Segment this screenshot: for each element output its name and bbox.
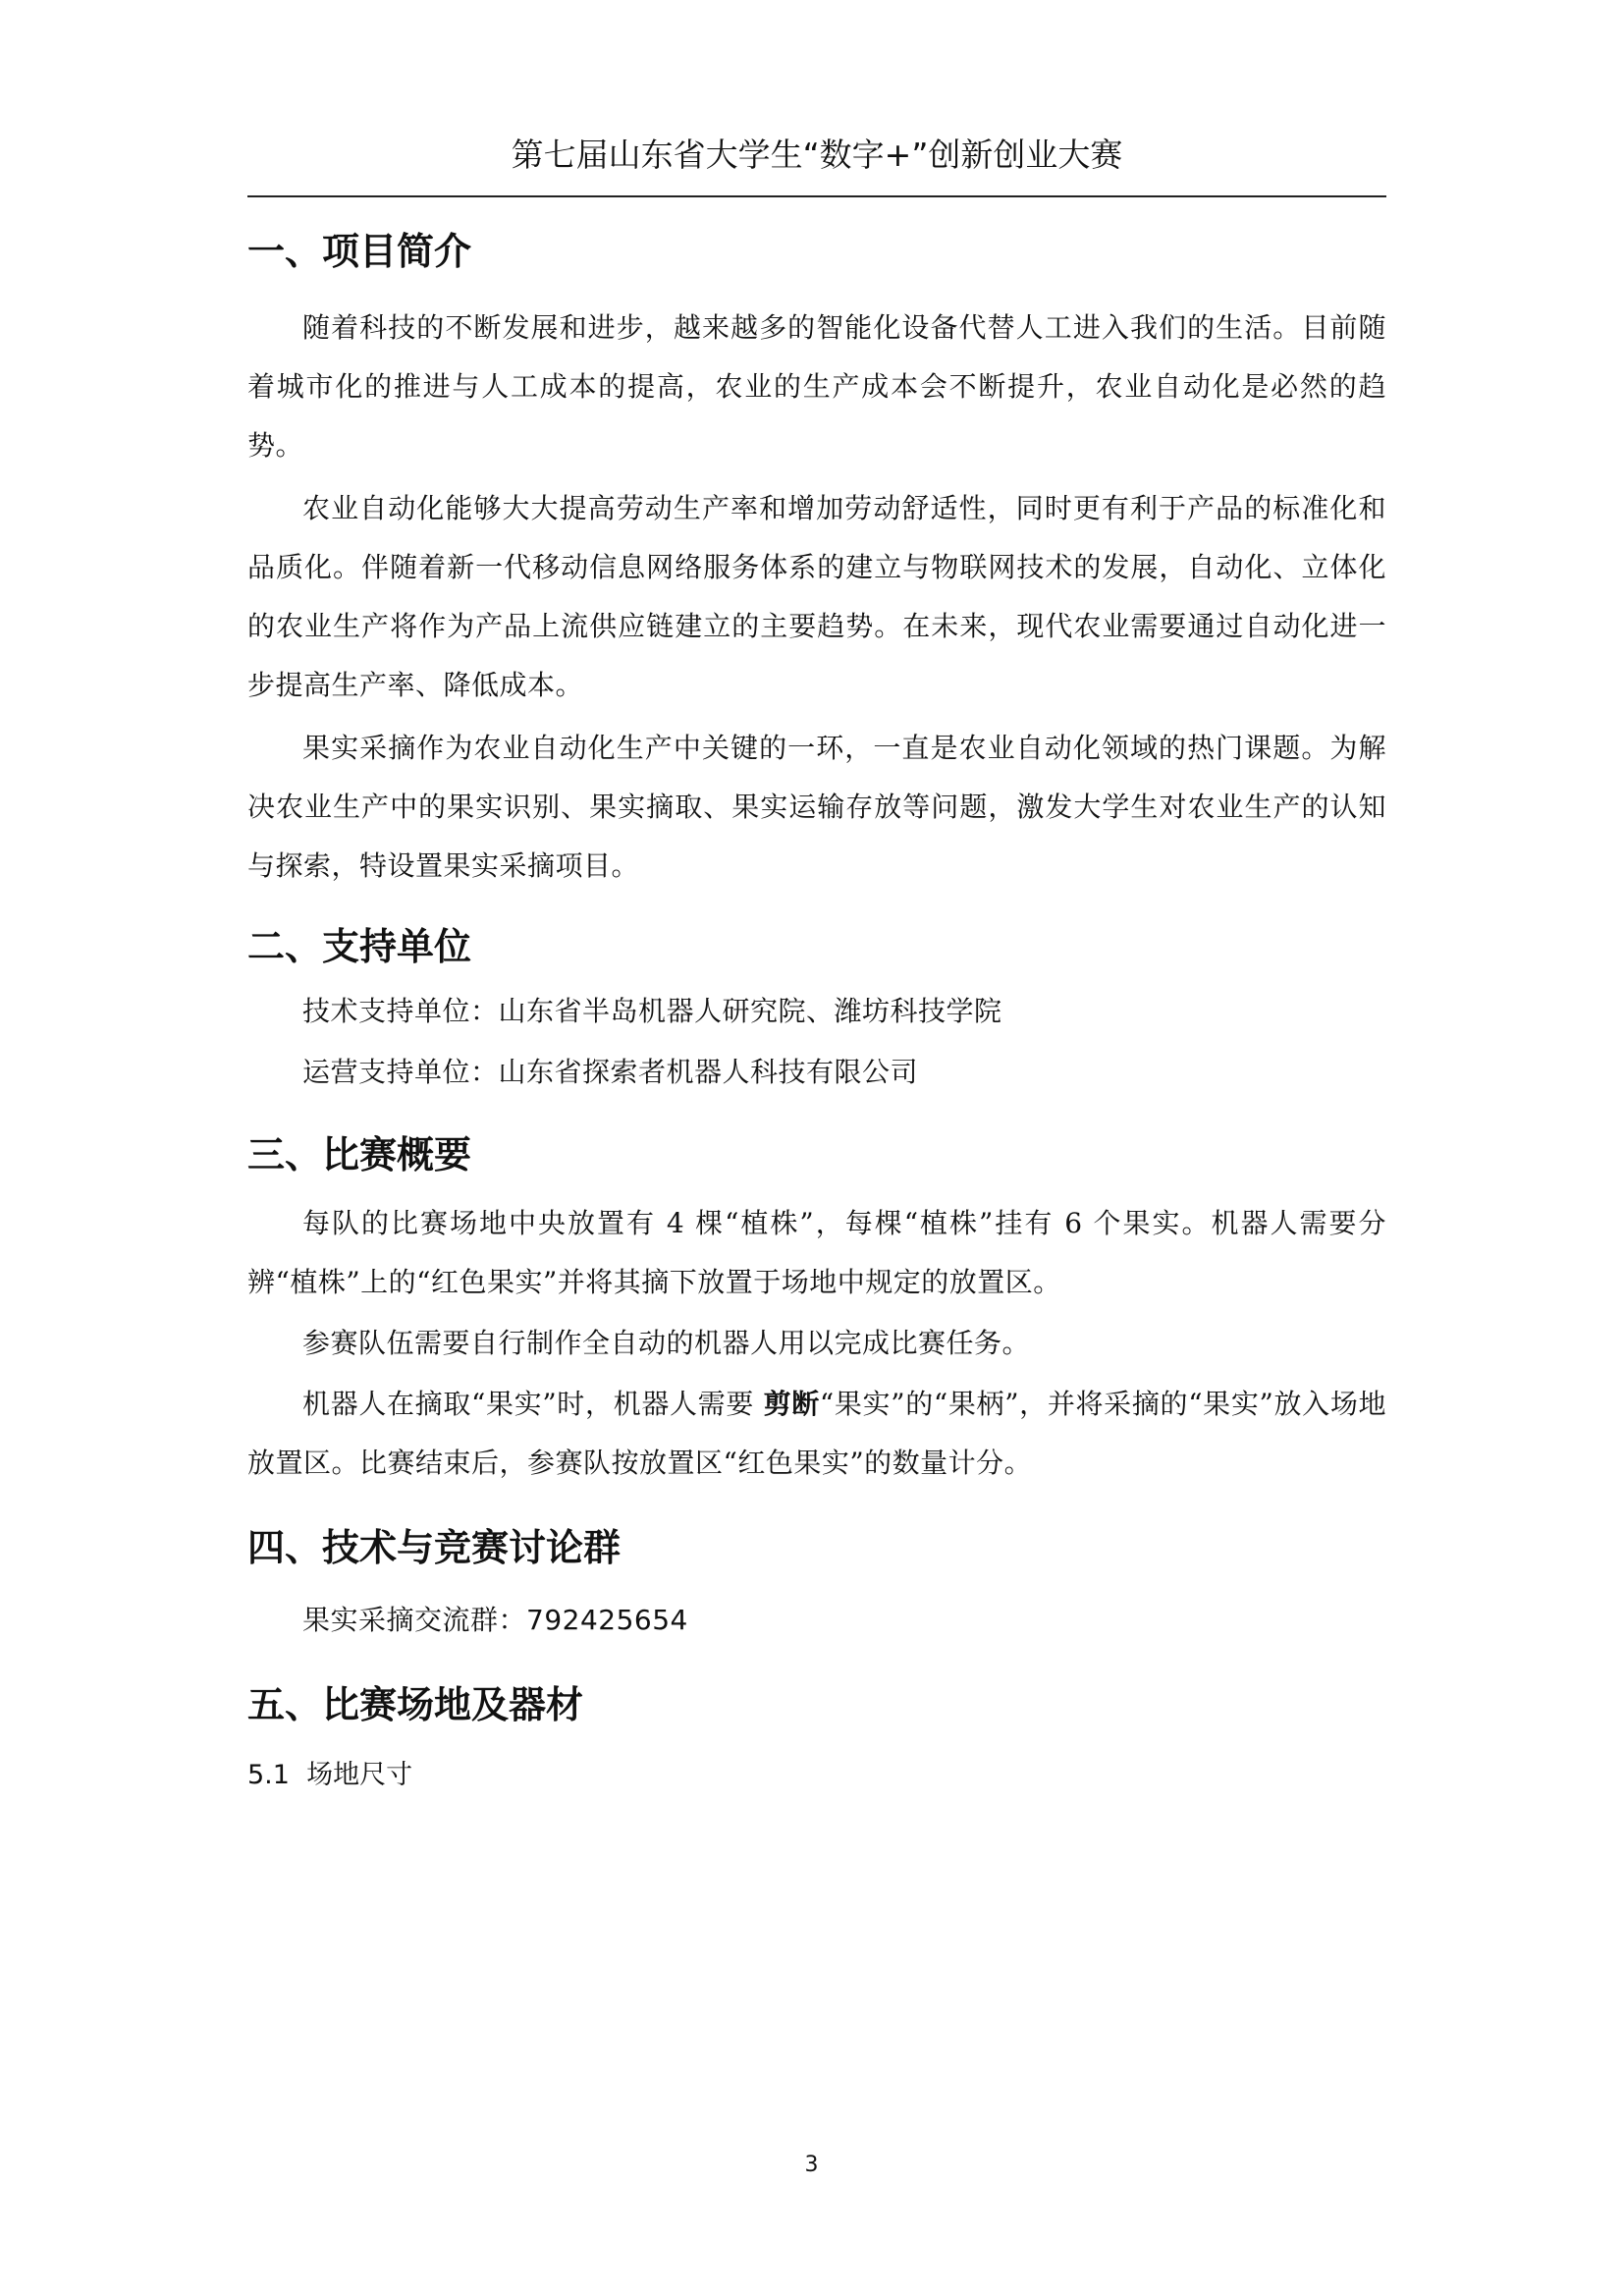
header-rule [247, 195, 1386, 197]
subsection-number: 5.1 [247, 1760, 290, 1790]
paragraph-intro-2: 农业自动化能够大大提高劳动生产率和增加劳动舒适性，同时更有利于产品的标准化和品质化。伴随着新一代移动信息网络服务体系的建立与物联网技术的发展，自动化、立体化的农业生产将作为产品上流供应链建立的主要趋势。在未来，现代农业需要通过自动化进一步提高生产率、降低成本。 [247, 492, 1386, 701]
section-heading-intro: 一、项目简介 [247, 230, 472, 273]
paragraph-group-number [247, 1591, 1386, 1650]
paragraph-ops-support: 运营支持单位：山东省探索者机器人科技有限公司 [302, 1056, 919, 1088]
group-label: 果实采摘交流群： [302, 1604, 527, 1636]
subsection-venue-size [247, 1756, 1386, 1795]
paragraph-intro-3: 果实采摘作为农业自动化生产中关键的一环，一直是农业自动化领域的热门课题。为解决农业生产中的果实识别、果实摘取、果实运输存放等问题，激发大学生对农业生产的认知与探索，特设置果实采摘项目。 [247, 732, 1386, 882]
paragraph-overview-1: 每队的比赛场地中央放置有 4 棵“植株”，每棵“植株”挂有 6 个果实。机器人需要分辨“植株”上的“红色果实”并将其摘下放置于场地中规定的放置区。 [247, 1207, 1386, 1298]
paragraph-overview-2: 参赛队伍需要自行制作全自动的机器人用以完成比赛任务。 [302, 1327, 1031, 1359]
overview-3-lead: 机器人在摘取“果实”时，机器人需要 [302, 1388, 764, 1420]
page-number: 3 [804, 2153, 819, 2177]
group-number: 792425654 [526, 1604, 688, 1636]
section-heading-support: 二、支持单位 [247, 925, 472, 968]
paragraph-intro-1: 随着科技的不断发展和进步，越来越多的智能化设备代替人工进入我们的生活。目前随着城市化的推进与人工成本的提高，农业的生产成本会不断提升，农业自动化是必然的趋势。 [247, 311, 1386, 462]
section-heading-discussion-group: 四、技术与竞赛讨论群 [247, 1526, 622, 1569]
document-body [247, 214, 1386, 1795]
section-heading-venue-equipment: 五、比赛场地及器材 [247, 1683, 584, 1726]
subsection-label: 场地尺寸 [306, 1760, 413, 1790]
emphasis-cut: 剪断 [763, 1388, 820, 1420]
overview-3-rest: “果实”的“果柄”，并将采摘的“果实”放入场地放置区。比赛结束后，参赛队按放置区“红色果实”的数量计分。 [247, 1388, 1386, 1479]
page-header-title: 第七届山东省大学生“数字+”创新创业大赛 [511, 136, 1123, 174]
paragraph-overview-3 [247, 1375, 1386, 1493]
section-heading-overview: 三、比赛概要 [247, 1133, 472, 1176]
paragraph-tech-support: 技术支持单位：山东省半岛机器人研究院、潍坊科技学院 [302, 995, 1002, 1027]
